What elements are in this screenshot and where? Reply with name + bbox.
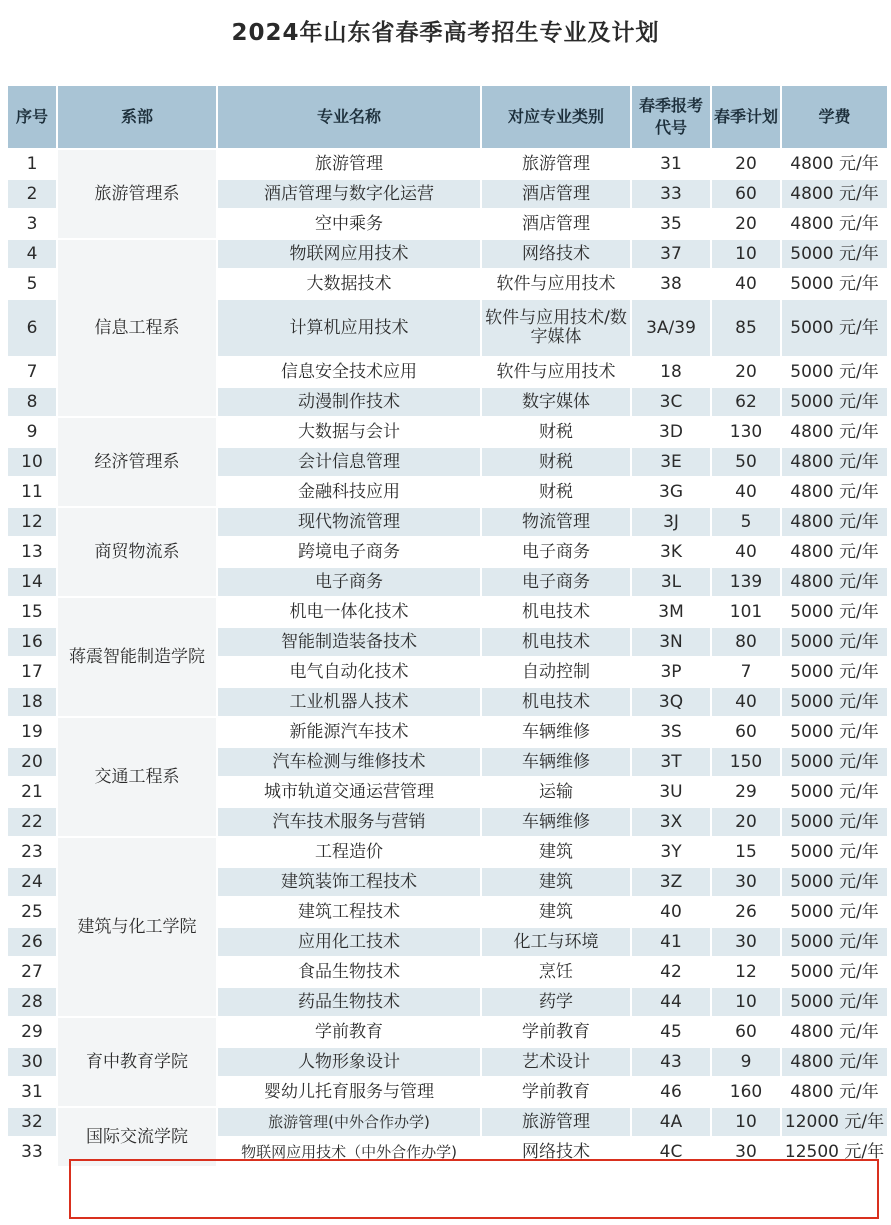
page-title: 2024年山东省春季高考招生专业及计划 [231,20,660,46]
cell-major: 跨境电子商务 [217,537,481,567]
cell-major: 工业机器人技术 [217,687,481,717]
cell-code: 3D [631,417,711,447]
table-header-row [7,85,888,149]
cell-seq: 3 [7,209,57,239]
header-category: 对应专业类别 [481,85,631,149]
table-row [7,1107,888,1137]
table-row [7,417,888,447]
cell-dept: 商贸物流系 [57,507,217,597]
cell-seq: 4 [7,239,57,269]
cell-fee: 5000 元/年 [781,837,888,867]
cell-major: 现代物流管理 [217,507,481,537]
cell-major: 动漫制作技术 [217,387,481,417]
cell-major: 城市轨道交通运营管理 [217,777,481,807]
cell-seq: 23 [7,837,57,867]
cell-category: 酒店管理 [481,179,631,209]
cell-code: 38 [631,269,711,299]
cell-plan: 20 [711,357,781,387]
cell-major: 大数据与会计 [217,417,481,447]
cell-code: 3U [631,777,711,807]
cell-plan: 40 [711,477,781,507]
table-row [7,1017,888,1047]
cell-fee: 4800 元/年 [781,149,888,179]
cell-category: 学前教育 [481,1017,631,1047]
cell-seq: 6 [7,299,57,357]
enrollment-plan-table [6,84,889,1168]
cell-plan: 26 [711,897,781,927]
cell-fee: 5000 元/年 [781,269,888,299]
cell-seq: 10 [7,447,57,477]
cell-seq: 32 [7,1107,57,1137]
cell-major: 旅游管理 [217,149,481,179]
cell-fee: 5000 元/年 [781,897,888,927]
cell-seq: 22 [7,807,57,837]
cell-plan: 40 [711,269,781,299]
cell-code: 35 [631,209,711,239]
cell-fee: 4800 元/年 [781,1017,888,1047]
cell-plan: 10 [711,239,781,269]
cell-category: 财税 [481,477,631,507]
cell-fee: 4800 元/年 [781,507,888,537]
cell-category: 药学 [481,987,631,1017]
cell-code: 3K [631,537,711,567]
table-row [7,239,888,269]
cell-fee: 5000 元/年 [781,957,888,987]
cell-plan: 80 [711,627,781,657]
cell-major: 新能源汽车技术 [217,717,481,747]
cell-category: 旅游管理 [481,149,631,179]
cell-code: 18 [631,357,711,387]
cell-fee: 5000 元/年 [781,867,888,897]
cell-category: 建筑 [481,837,631,867]
cell-category: 化工与环境 [481,927,631,957]
cell-major: 工程造价 [217,837,481,867]
cell-seq: 13 [7,537,57,567]
cell-seq: 29 [7,1017,57,1047]
table-row [7,837,888,867]
cell-plan: 29 [711,777,781,807]
cell-major: 会计信息管理 [217,447,481,477]
cell-major: 酒店管理与数字化运营 [217,179,481,209]
cell-dept: 信息工程系 [57,239,217,417]
cell-plan: 10 [711,1107,781,1137]
cell-plan: 12 [711,957,781,987]
cell-seq: 9 [7,417,57,447]
cell-seq: 31 [7,1077,57,1107]
cell-code: 31 [631,149,711,179]
cell-plan: 20 [711,149,781,179]
cell-fee: 5000 元/年 [781,987,888,1017]
cell-code: 3T [631,747,711,777]
cell-code: 33 [631,179,711,209]
cell-code: 41 [631,927,711,957]
cell-seq: 26 [7,927,57,957]
cell-seq: 33 [7,1137,57,1167]
table-body [7,149,888,1167]
cell-fee: 4800 元/年 [781,417,888,447]
cell-major: 人物形象设计 [217,1047,481,1077]
cell-plan: 50 [711,447,781,477]
cell-code: 42 [631,957,711,987]
cell-category: 车辆维修 [481,747,631,777]
table-row [7,597,888,627]
cell-major: 物联网应用技术（中外合作办学) [217,1137,481,1167]
cell-plan: 130 [711,417,781,447]
cell-fee: 5000 元/年 [781,357,888,387]
cell-major: 电子商务 [217,567,481,597]
cell-category: 学前教育 [481,1077,631,1107]
cell-category: 机电技术 [481,627,631,657]
cell-plan: 30 [711,867,781,897]
cell-fee: 5000 元/年 [781,299,888,357]
cell-major: 物联网应用技术 [217,239,481,269]
cell-category: 数字媒体 [481,387,631,417]
cell-seq: 11 [7,477,57,507]
cell-fee: 5000 元/年 [781,657,888,687]
cell-dept: 育中教育学院 [57,1017,217,1107]
cell-seq: 18 [7,687,57,717]
cell-fee: 5000 元/年 [781,777,888,807]
cell-major: 智能制造装备技术 [217,627,481,657]
cell-fee: 4800 元/年 [781,567,888,597]
cell-category: 物流管理 [481,507,631,537]
cell-major: 药品生物技术 [217,987,481,1017]
cell-category: 车辆维修 [481,807,631,837]
cell-plan: 20 [711,209,781,239]
table-row [7,717,888,747]
cell-code: 3J [631,507,711,537]
cell-category: 网络技术 [481,239,631,269]
cell-plan: 20 [711,807,781,837]
cell-code: 3Q [631,687,711,717]
cell-plan: 40 [711,537,781,567]
cell-plan: 139 [711,567,781,597]
cell-fee: 5000 元/年 [781,239,888,269]
cell-fee: 4800 元/年 [781,209,888,239]
cell-plan: 60 [711,179,781,209]
cell-fee: 5000 元/年 [781,747,888,777]
highlight-box [69,1159,879,1219]
cell-major: 学前教育 [217,1017,481,1047]
cell-fee: 12500 元/年 [781,1137,888,1167]
cell-plan: 60 [711,717,781,747]
cell-major: 食品生物技术 [217,957,481,987]
cell-code: 3X [631,807,711,837]
cell-code: 3Y [631,837,711,867]
cell-category: 运输 [481,777,631,807]
cell-major: 金融科技应用 [217,477,481,507]
cell-code: 3G [631,477,711,507]
cell-seq: 12 [7,507,57,537]
cell-category: 机电技术 [481,687,631,717]
cell-code: 3N [631,627,711,657]
cell-seq: 8 [7,387,57,417]
cell-seq: 16 [7,627,57,657]
cell-category: 车辆维修 [481,717,631,747]
cell-major: 应用化工技术 [217,927,481,957]
cell-fee: 4800 元/年 [781,179,888,209]
cell-major: 建筑装饰工程技术 [217,867,481,897]
cell-code: 3L [631,567,711,597]
cell-seq: 19 [7,717,57,747]
cell-dept: 建筑与化工学院 [57,837,217,1017]
cell-plan: 30 [711,927,781,957]
cell-category: 电子商务 [481,567,631,597]
cell-code: 44 [631,987,711,1017]
cell-category: 艺术设计 [481,1047,631,1077]
cell-fee: 5000 元/年 [781,717,888,747]
header-fee: 学费 [781,85,888,149]
cell-seq: 20 [7,747,57,777]
cell-code: 3A/39 [631,299,711,357]
cell-code: 3C [631,387,711,417]
cell-dept: 蒋震智能制造学院 [57,597,217,717]
cell-plan: 10 [711,987,781,1017]
cell-plan: 60 [711,1017,781,1047]
cell-category: 网络技术 [481,1137,631,1167]
cell-fee: 5000 元/年 [781,807,888,837]
cell-fee: 5000 元/年 [781,687,888,717]
cell-plan: 101 [711,597,781,627]
cell-code: 43 [631,1047,711,1077]
cell-category: 电子商务 [481,537,631,567]
cell-seq: 5 [7,269,57,299]
cell-seq: 7 [7,357,57,387]
cell-code: 3Z [631,867,711,897]
cell-fee: 4800 元/年 [781,537,888,567]
header-code: 春季报考代号 [631,85,711,149]
header-dept: 系部 [57,85,217,149]
cell-major: 建筑工程技术 [217,897,481,927]
cell-category: 建筑 [481,867,631,897]
cell-major: 汽车技术服务与营销 [217,807,481,837]
cell-code: 3S [631,717,711,747]
cell-code: 3E [631,447,711,477]
cell-code: 37 [631,239,711,269]
cell-major: 信息安全技术应用 [217,357,481,387]
cell-seq: 21 [7,777,57,807]
cell-category: 财税 [481,447,631,477]
cell-code: 40 [631,897,711,927]
cell-fee: 12000 元/年 [781,1107,888,1137]
header-seq: 序号 [7,85,57,149]
cell-plan: 40 [711,687,781,717]
cell-plan: 85 [711,299,781,357]
cell-seq: 24 [7,867,57,897]
cell-code: 45 [631,1017,711,1047]
cell-code: 3M [631,597,711,627]
cell-major: 婴幼儿托育服务与管理 [217,1077,481,1107]
cell-seq: 28 [7,987,57,1017]
cell-category: 酒店管理 [481,209,631,239]
cell-major: 机电一体化技术 [217,597,481,627]
cell-plan: 160 [711,1077,781,1107]
cell-fee: 5000 元/年 [781,597,888,627]
cell-seq: 14 [7,567,57,597]
cell-major: 大数据技术 [217,269,481,299]
cell-plan: 15 [711,837,781,867]
cell-code: 4C [631,1137,711,1167]
cell-fee: 4800 元/年 [781,447,888,477]
cell-seq: 1 [7,149,57,179]
cell-dept: 经济管理系 [57,417,217,507]
header-plan: 春季计划 [711,85,781,149]
cell-seq: 17 [7,657,57,687]
cell-seq: 25 [7,897,57,927]
cell-category: 机电技术 [481,597,631,627]
cell-plan: 30 [711,1137,781,1167]
cell-major: 汽车检测与维修技术 [217,747,481,777]
cell-code: 46 [631,1077,711,1107]
cell-category: 建筑 [481,897,631,927]
table-row [7,149,888,179]
cell-fee: 4800 元/年 [781,477,888,507]
cell-fee: 5000 元/年 [781,387,888,417]
cell-category: 旅游管理 [481,1107,631,1137]
cell-dept: 国际交流学院 [57,1107,217,1167]
cell-plan: 7 [711,657,781,687]
cell-seq: 30 [7,1047,57,1077]
cell-fee: 5000 元/年 [781,927,888,957]
cell-dept: 交通工程系 [57,717,217,837]
cell-category: 财税 [481,417,631,447]
cell-major: 空中乘务 [217,209,481,239]
cell-major: 计算机应用技术 [217,299,481,357]
cell-plan: 150 [711,747,781,777]
cell-plan: 9 [711,1047,781,1077]
cell-code: 3P [631,657,711,687]
cell-seq: 15 [7,597,57,627]
cell-plan: 62 [711,387,781,417]
table-row [7,507,888,537]
header-major: 专业名称 [217,85,481,149]
cell-category: 软件与应用技术 [481,357,631,387]
cell-fee: 4800 元/年 [781,1047,888,1077]
cell-plan: 5 [711,507,781,537]
cell-seq: 2 [7,179,57,209]
cell-category: 自动控制 [481,657,631,687]
cell-category: 烹饪 [481,957,631,987]
cell-fee: 4800 元/年 [781,1077,888,1107]
cell-category: 软件与应用技术/数字媒体 [481,299,631,357]
cell-code: 4A [631,1107,711,1137]
cell-major: 旅游管理(中外合作办学) [217,1107,481,1137]
cell-dept: 旅游管理系 [57,149,217,239]
cell-category: 软件与应用技术 [481,269,631,299]
cell-seq: 27 [7,957,57,987]
cell-major: 电气自动化技术 [217,657,481,687]
cell-fee: 5000 元/年 [781,627,888,657]
